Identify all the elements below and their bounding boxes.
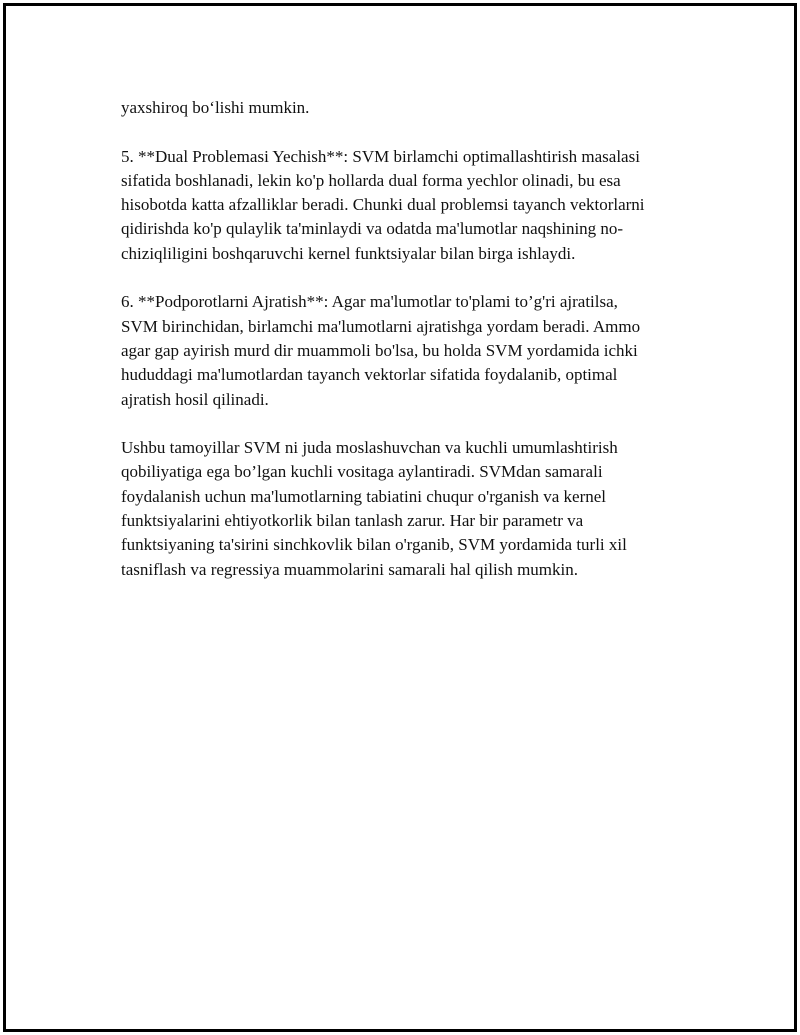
text-line: chiziqliligini boshqaruvchi kernel funktsiyalar bilan birga ishlaydi. (121, 243, 576, 263)
text-line: funktsiyaning ta'sirini sinchkovlik bilan o'rganib, SVM yordamida turli xil (121, 535, 627, 555)
text-line: agar gap ayirish murd dir muammoli bo'lsa, bu holda SVM yordamida ichki (121, 340, 638, 360)
text-line: funktsiyalarini ehtiyotkorlik bilan tanlash zarur. Har bir parametr va (121, 511, 584, 531)
document-body (121, 96, 681, 606)
text-line: sifatida boshlanadi, lekin ko'p hollarda dual forma yechlor olinadi, bu esa (121, 170, 621, 190)
text-line: ajratish hosil qilinadi. (121, 389, 269, 409)
text-line: 5. **Dual Problemasi Yechish**: SVM birlamchi optimallashtirish masalasi (121, 146, 640, 166)
text-line: yaxshiroq boʻlishi mumkin. (121, 98, 310, 117)
text-line: foydalanish uchun ma'lumotlarning tabiatini chuqur o'rganish va kernel (121, 486, 606, 506)
paragraph-continuation (121, 96, 681, 120)
text-line: tasniflash va regressiya muammolarini samarali hal qilish mumkin. (121, 559, 579, 579)
page-frame (3, 3, 797, 1032)
text-line: Ushbu tamoyillar SVM ni juda moslashuvchan va kuchli umumlashtirish (121, 438, 618, 458)
text-line: hisobotda katta afzalliklar beradi. Chunki dual problemsi tayanch vektorlarni (121, 195, 645, 215)
paragraph-dual-problem (121, 145, 681, 266)
text-line: 6. **Podporotlarni Ajratish**: Agar ma'lumotlar to'plami to’g'ri ajratilsa, (121, 292, 618, 312)
text-line: qobiliyatiga ega bo’lgan kuchli vositaga aylantiradi. SVMdan samarali (121, 462, 603, 482)
paragraph-conclusion (121, 436, 681, 582)
paragraph-separation (121, 290, 681, 411)
text-line: hududdagi ma'lumotlardan tayanch vektorlar sifatida foydalanib, optimal (121, 365, 618, 385)
text-line: SVM birinchidan, birlamchi ma'lumotlarni ajratishga yordam beradi. Ammo (121, 316, 641, 336)
text-line: qidirishda ko'p qulaylik ta'minlaydi va odatda ma'lumotlar naqshining no- (121, 219, 624, 239)
